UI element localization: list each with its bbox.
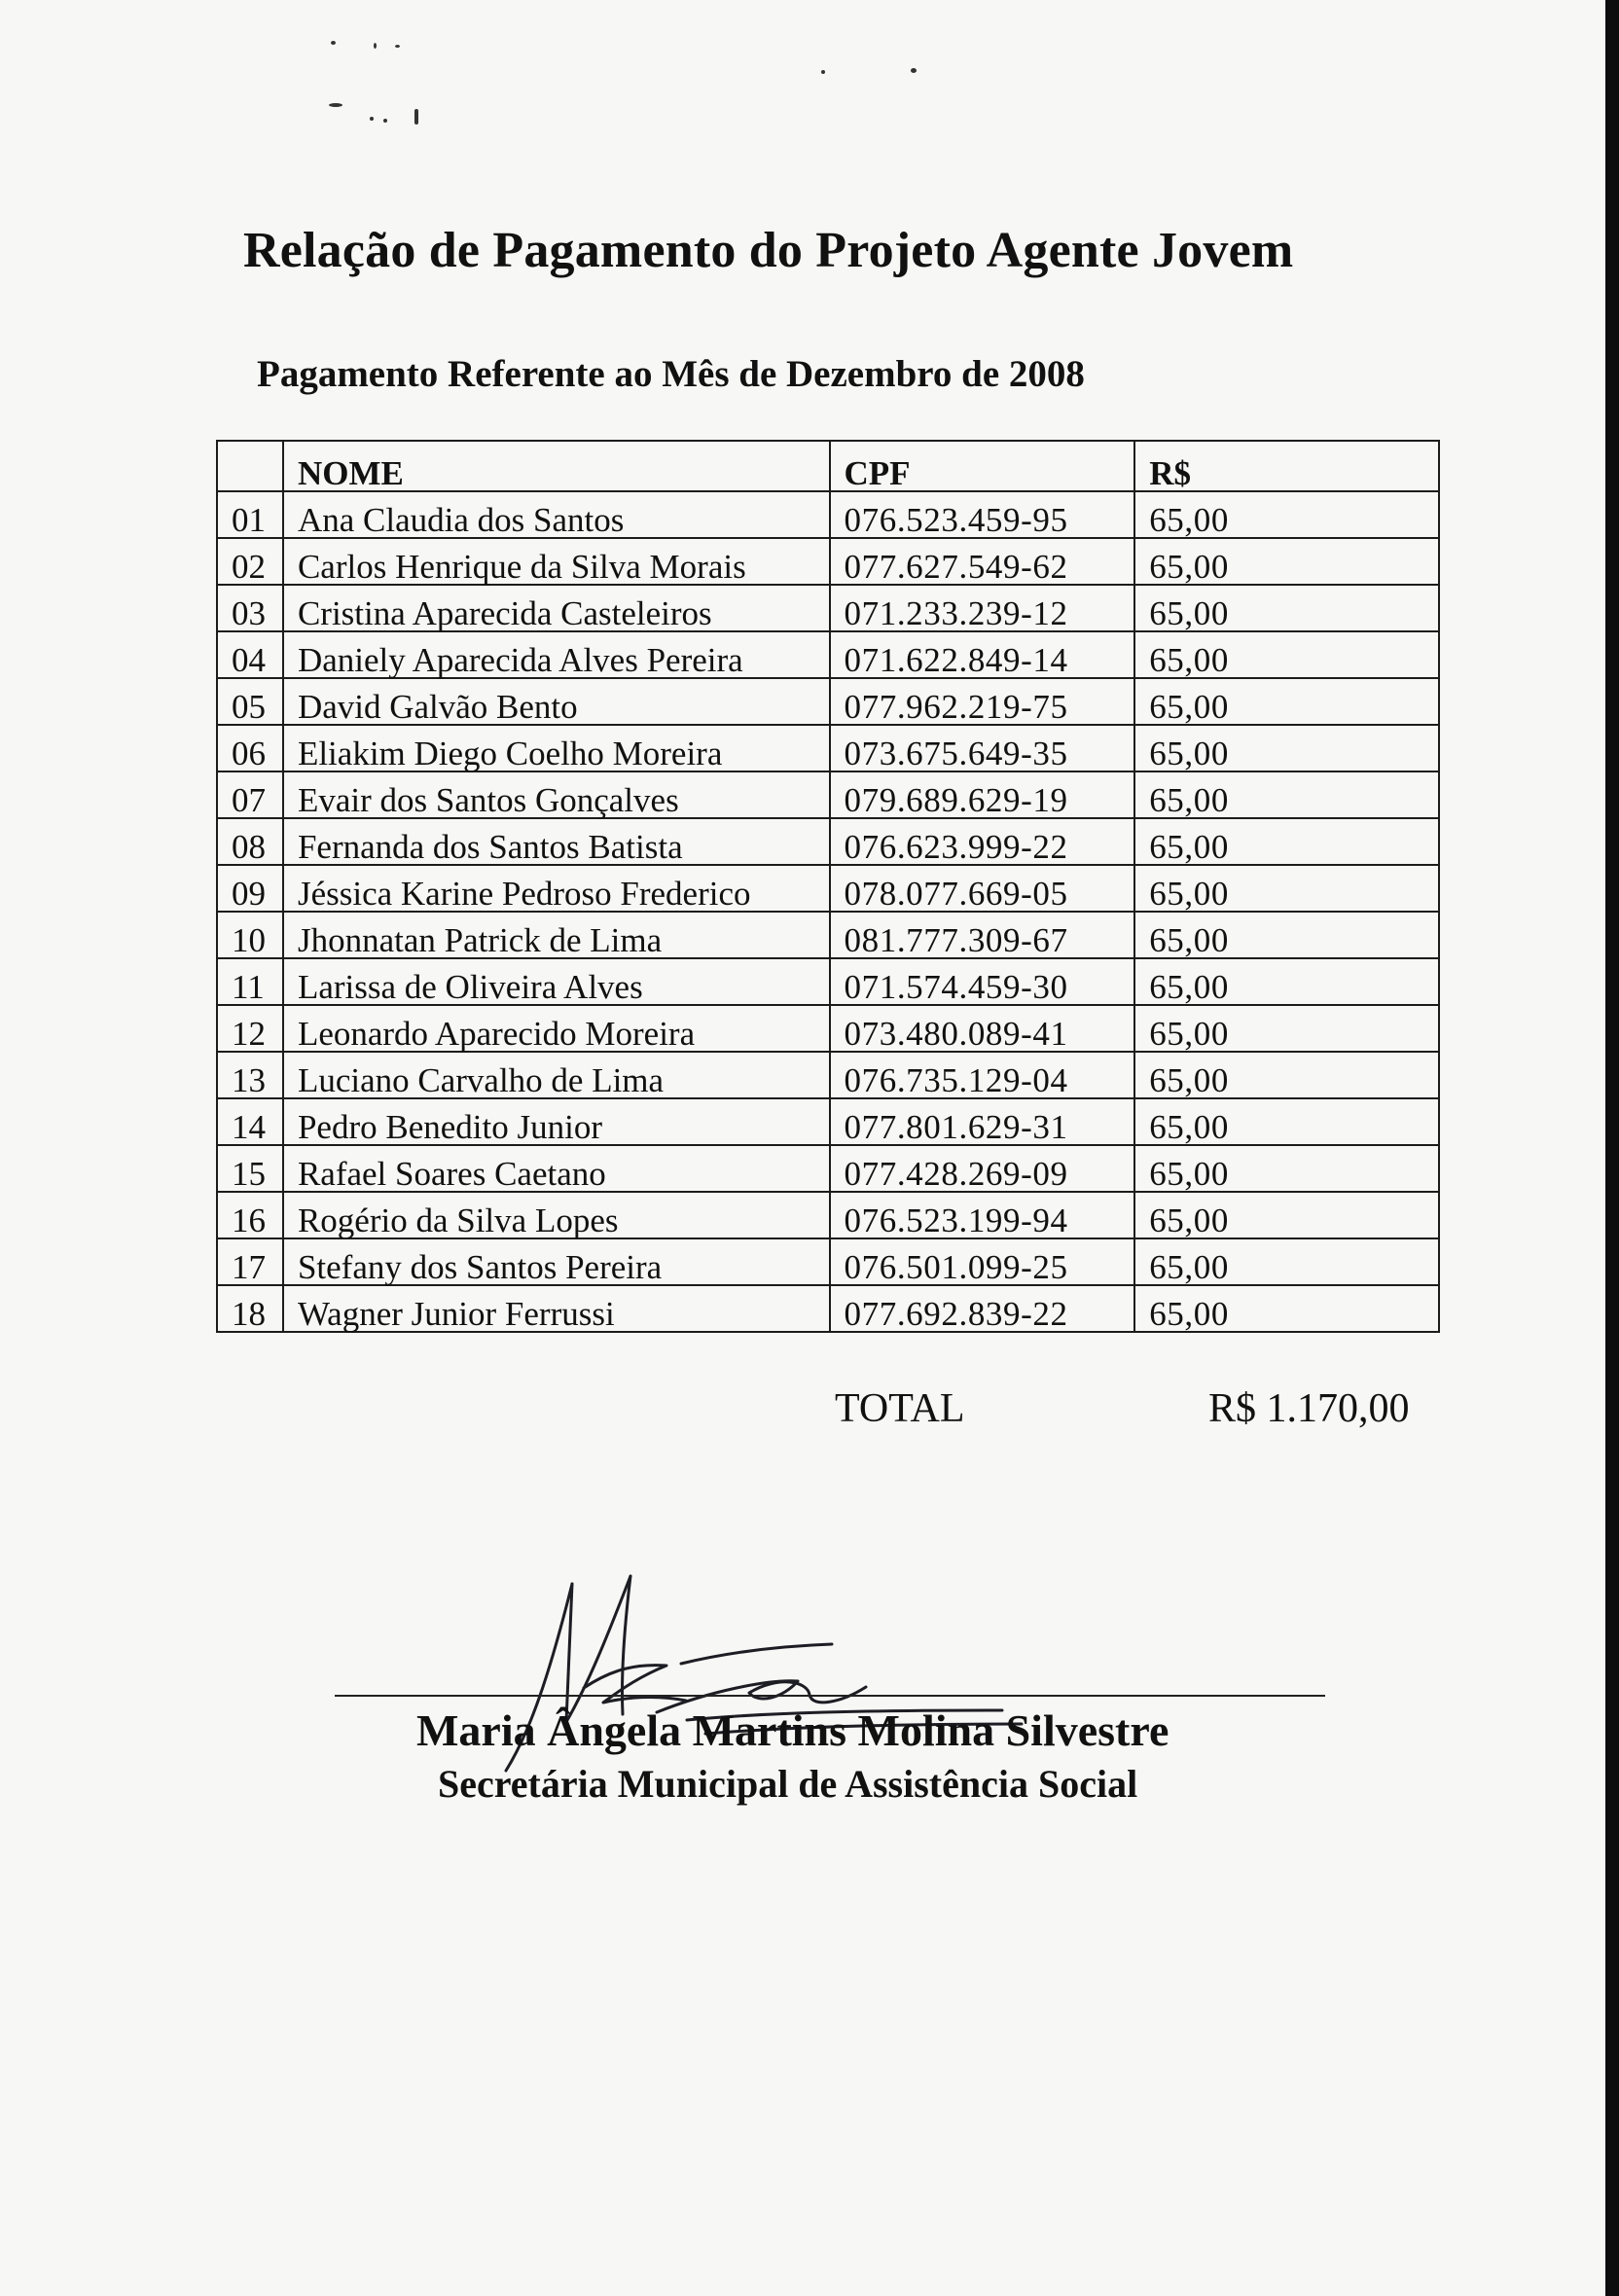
row-number: 04 [217,631,283,678]
row-number: 13 [217,1052,283,1098]
row-valor: 65,00 [1134,631,1439,678]
row-cpf: 073.675.649-35 [830,725,1135,771]
table-row [217,1005,1439,1052]
row-valor: 65,00 [1134,958,1439,1005]
row-valor: 65,00 [1134,912,1439,958]
table-row [217,1098,1439,1145]
row-cpf: 077.801.629-31 [830,1098,1135,1145]
row-cpf: 071.574.459-30 [830,958,1135,1005]
row-nome: Pedro Benedito Junior [283,1098,830,1145]
total-label: TOTAL [835,1386,965,1431]
row-valor: 65,00 [1134,538,1439,585]
row-cpf: 077.428.269-09 [830,1145,1135,1192]
row-cpf: 076.623.999-22 [830,818,1135,865]
row-number: 07 [217,771,283,818]
row-cpf: 076.735.129-04 [830,1052,1135,1098]
table-row [217,771,1439,818]
row-number: 05 [217,678,283,725]
row-nome: Leonardo Aparecido Moreira [283,1005,830,1052]
row-nome: David Galvão Bento [283,678,830,725]
row-valor: 65,00 [1134,1285,1439,1332]
total-value: R$ 1.170,00 [1208,1386,1410,1431]
row-nome: Daniely Aparecida Alves Pereira [283,631,830,678]
row-valor: 65,00 [1134,1238,1439,1285]
scan-speck [331,41,336,45]
table-row [217,1145,1439,1192]
row-number: 02 [217,538,283,585]
row-number: 16 [217,1192,283,1238]
scan-speck [329,103,342,107]
header-valor: R$ [1134,441,1439,491]
scan-speck [370,117,374,121]
row-number: 06 [217,725,283,771]
table-row [217,678,1439,725]
row-valor: 65,00 [1134,1145,1439,1192]
row-valor: 65,00 [1134,818,1439,865]
row-nome: Fernanda dos Santos Batista [283,818,830,865]
row-nome: Eliakim Diego Coelho Moreira [283,725,830,771]
row-cpf: 076.523.459-95 [830,491,1135,538]
row-nome: Wagner Junior Ferrussi [283,1285,830,1332]
row-nome: Jhonnatan Patrick de Lima [283,912,830,958]
row-cpf: 077.692.839-22 [830,1285,1135,1332]
row-cpf: 077.627.549-62 [830,538,1135,585]
row-number: 10 [217,912,283,958]
row-number: 14 [217,1098,283,1145]
row-valor: 65,00 [1134,1098,1439,1145]
row-cpf: 078.077.669-05 [830,865,1135,912]
row-number: 03 [217,585,283,631]
row-nome: Carlos Henrique da Silva Morais [283,538,830,585]
scan-speck [383,119,387,123]
row-nome: Rogério da Silva Lopes [283,1192,830,1238]
row-number: 12 [217,1005,283,1052]
row-nome: Jéssica Karine Pedroso Frederico [283,865,830,912]
row-valor: 65,00 [1134,1005,1439,1052]
row-cpf: 076.501.099-25 [830,1238,1135,1285]
document-subtitle: Pagamento Referente ao Mês de Dezembro de 2008 [257,353,1085,395]
row-cpf: 076.523.199-94 [830,1192,1135,1238]
table-header-row [217,441,1439,491]
signatory-role: Secretária Municipal de Assistência Social [438,1762,1138,1806]
scan-speck [821,70,825,74]
payment-table [216,440,1440,1333]
scan-speck [395,45,400,48]
row-nome: Ana Claudia dos Santos [283,491,830,538]
row-number: 18 [217,1285,283,1332]
signature-line [335,1695,1325,1697]
row-cpf: 077.962.219-75 [830,678,1135,725]
scan-speck [911,68,917,73]
header-cpf: CPF [830,441,1135,491]
table-row [217,491,1439,538]
row-number: 15 [217,1145,283,1192]
table-body [217,491,1439,1332]
document-title: Relação de Pagamento do Projeto Agente Jovem [243,223,1294,278]
row-cpf: 079.689.629-19 [830,771,1135,818]
row-nome: Stefany dos Santos Pereira [283,1238,830,1285]
table-row [217,725,1439,771]
row-nome: Evair dos Santos Gonçalves [283,771,830,818]
header-number [217,441,283,491]
scan-speck [374,43,377,49]
table-row [217,912,1439,958]
table-row [217,1052,1439,1098]
table-row [217,1192,1439,1238]
row-number: 01 [217,491,283,538]
row-number: 08 [217,818,283,865]
row-valor: 65,00 [1134,1052,1439,1098]
header-nome: NOME [283,441,830,491]
row-nome: Luciano Carvalho de Lima [283,1052,830,1098]
table-row [217,631,1439,678]
row-cpf: 071.233.239-12 [830,585,1135,631]
table-row [217,865,1439,912]
table-row [217,958,1439,1005]
scan-speck [414,109,418,125]
signatory-name: Maria Ângela Martins Molina Silvestre [416,1705,1169,1755]
row-valor: 65,00 [1134,585,1439,631]
scan-edge [1605,0,1619,2296]
row-cpf: 073.480.089-41 [830,1005,1135,1052]
row-valor: 65,00 [1134,491,1439,538]
row-number: 09 [217,865,283,912]
table-row [217,818,1439,865]
row-valor: 65,00 [1134,771,1439,818]
row-valor: 65,00 [1134,865,1439,912]
row-nome: Cristina Aparecida Casteleiros [283,585,830,631]
table-row [217,538,1439,585]
row-valor: 65,00 [1134,725,1439,771]
table-row [217,585,1439,631]
table-row [217,1285,1439,1332]
row-cpf: 071.622.849-14 [830,631,1135,678]
table-row [217,1238,1439,1285]
row-cpf: 081.777.309-67 [830,912,1135,958]
row-number: 11 [217,958,283,1005]
row-nome: Larissa de Oliveira Alves [283,958,830,1005]
row-valor: 65,00 [1134,678,1439,725]
row-number: 17 [217,1238,283,1285]
row-nome: Rafael Soares Caetano [283,1145,830,1192]
row-valor: 65,00 [1134,1192,1439,1238]
